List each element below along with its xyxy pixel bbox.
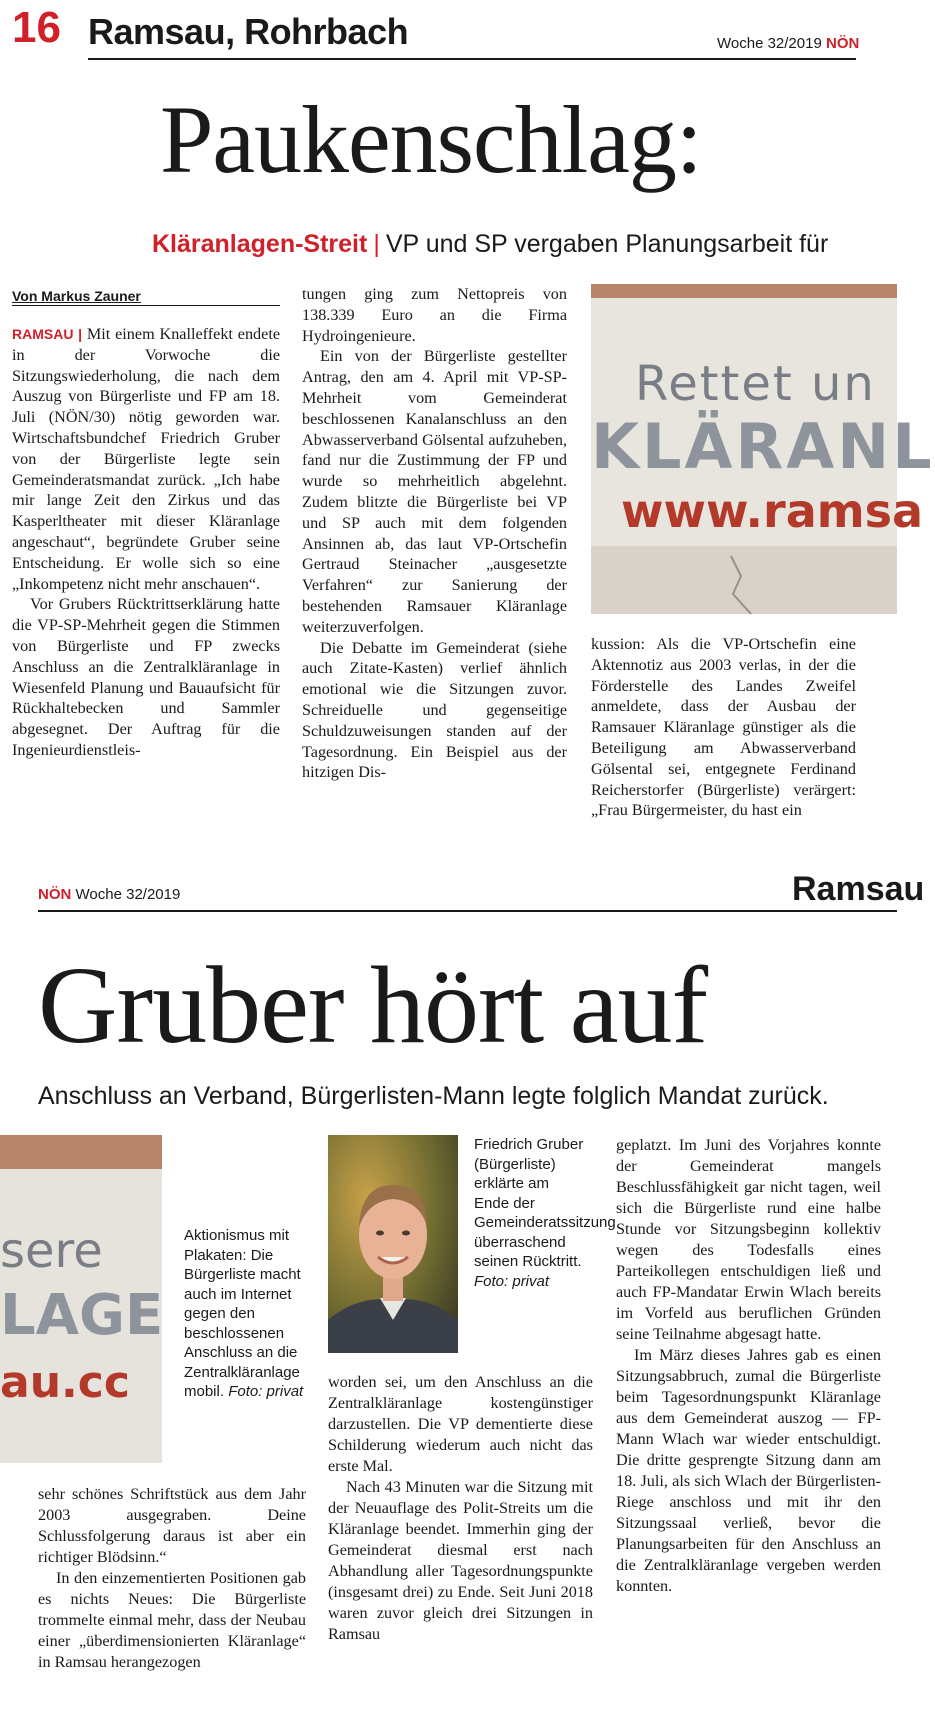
issue-week-2 [38, 886, 180, 903]
dateline: RAMSAU | [12, 326, 83, 342]
subheadline [152, 230, 828, 259]
banner-text-line-2: KLÄRANL [591, 410, 935, 483]
article1-column-3 [591, 634, 856, 821]
kicker: Kläranlagen-Streit [152, 230, 368, 258]
banner-text-line-2: LAGE [0, 1283, 164, 1348]
subheadline-text: VP und SP vergaben Planungsarbeit für [385, 230, 829, 258]
photo-caption-1: Aktionismus mit Plakaten: Die Bürgerliste macht auch im Internet gegen den beschlossenen Anschluss an die Zentralkläranlage mobil. Foto: privat [184, 1227, 304, 1400]
header-rule-2 [38, 910, 897, 912]
photo-caption-2: Friedrich Gruber (Bürgerliste) erklärte am Ende der Gemeinderatssitzung überraschend seinen Rücktritt. Foto: privat [474, 1136, 616, 1290]
paragraph: geplatzt. Im Juni des Vorjahres konnte der Gemeinderat mangels Beschlussfähigkeit gar nicht tagen, weil sich die Bürgerliste rund eine halbe Stunde vor Sitzungsbeginn kollektiv wegen des Todesfalls eines Parteikollegen entschuldigen ließ und auch FP-Mandatar Erwin Wlach bereits im Vorfeld aus beruflichen Gründen seine Teilnahme abgesagt hatte. [616, 1136, 881, 1343]
headline: Paukenschlag: [160, 86, 702, 193]
paragraph: sehr schönes Schriftstück aus dem Jahr 2003 ausgegraben. Deine Schlussfolgerung daraus ist aber ein richtiger Blödsinn.“ [38, 1485, 306, 1566]
photo-credit: Foto: privat [474, 1272, 550, 1290]
wall-crack [591, 546, 897, 614]
header-rule [88, 58, 856, 60]
banner-edge-2 [0, 1135, 162, 1169]
week-label-2: Woche 32/2019 [75, 886, 181, 903]
section-title-2: Ramsau [792, 870, 925, 908]
week-label: Woche 32/2019 [717, 35, 822, 52]
portrait-photo [328, 1135, 458, 1353]
banner-fabric [591, 284, 935, 554]
photo-credit: Foto: privat [228, 1383, 304, 1400]
brand-label-2: NÖN [38, 886, 72, 903]
paragraph: Vor Grubers Rücktrittserklärung hatte die VP-SP-Mehrheit gegen die Stimmen von Bürgerliste und FP zwecks Anschluss an die Zentralkläranlage in Wiesenfeld Planung und Bauaufsicht für Rückhaltebecken und Sammler abgesegnet. Der Auftrag für die Ingenieurdienstleis- [12, 595, 280, 759]
portrait-image [328, 1135, 458, 1353]
paragraph: tungen ging zum Nettopreis von 138.339 Euro an die Firma Hydroingenieure. [302, 285, 567, 345]
page-number: 16 [12, 3, 61, 52]
paragraph: Ein von der Bürgerliste gestellter Antrag, den am 4. April mit VP-SP-Mehrheit vom Gemeinderat beschlossenen Kanalanschluss an den Abwasserverband Gölsental aufzuheben, fand nur die Zustimmung der FP und wurde so mehrheitlich abgelehnt. Zudem blitzte die Bürgerliste bei VP und SP auch mit dem folgenden Ansinnen ab, das laut VP-Ortschefin Gertraud Steinacher „ausgesetzte Verfahren“ zur Sanierung der bestehenden Ramsauer Kläranlage weiterzuverfolgen. [302, 347, 567, 636]
banner-photo-2 [0, 1135, 162, 1463]
byline: Von Markus Zauner [12, 288, 141, 304]
paragraph: kussion: Als die VP-Ortschefin eine Aktennotiz aus 2003 verlas, in der die Förderstelle des Landes Zweifel anmeldete, dass der Ausbau der Ramsauer Kläranlage günstiger als die Beteiligung am Abwasserverband Gölsental sei, entgegnete Ferdinand Reicherstorfer (Bürgerliste) verärgert: „Frau Bürgermeister, du hast ein [591, 635, 856, 820]
brand-label: NÖN [825, 35, 860, 52]
article2-column-3 [616, 1135, 881, 1597]
paragraph: Die Debatte im Gemeinderat (siehe auch Zitate-Kasten) verlief ähnlich emotional wie die Sitzungen zuvor. Schreiduelle und gegenseitige Schuldzuweisungen standen auf der Tagesordnung. Ein Beispiel aus der hitzigen Dis- [302, 638, 567, 782]
paragraph: Nach 43 Minuten war die Sitzung mit der Neuauflage des Polit-Streits um die Kläranlage beendet. Immerhin ging der Gemeinderat diesmal erst nach Abhandlung aller Tagesordnungspunkte (insgesamt drei) zu Ende. Seit Juni 2018 waren zuvor gleich drei Sitzungen in Ramsau [328, 1478, 593, 1643]
article1-column-1 [12, 324, 280, 761]
subheadline-2: Anschluss an Verband, Bürgerlisten-Mann legte folglich Mandat zurück. [38, 1082, 829, 1110]
banner-edge [591, 284, 897, 298]
paragraph: worden sei, um den Anschluss an die Zentralkläranlage kostengünstiger darzustellen. Die VP dementierte diese Schilderung wiederum auch nicht das erste Mal. [328, 1373, 593, 1475]
paragraph: Im März dieses Jahres gab es einen Sitzungsabbruch, zumal die Bürgerliste beim Tagesordnungspunkt Kläranlage aus dem Gemeinderat auszog — FP-Mann Wlach war wieder entschuldigt. Die dritte gesprengte Sitzung dann am 18. Juli, als sich Wlach der Bürgerlisten-Riege anschloss und mit ihr den Sitzungssaal verließ, bevor die Planungsarbeiten für den Anschluss an die Zentralkläranlage vergeben werden konnten. [616, 1346, 881, 1595]
headline-2: Gruber hört auf [38, 944, 708, 1066]
article2-column-2 [328, 1372, 593, 1645]
article1-column-2 [302, 284, 567, 783]
kicker-separator: | [373, 230, 380, 258]
byline-rule [12, 305, 280, 306]
banner-text-line-3: www.ramsa [621, 484, 924, 538]
article2-column-1 [38, 1484, 306, 1673]
section-title: Ramsau, Rohrbach [88, 11, 409, 52]
banner-text-line-1: Rettet un [635, 356, 876, 412]
banner-photo [591, 284, 935, 614]
banner-text-line-1: sere [0, 1223, 103, 1279]
paragraph: RAMSAU | Mit einem Knalleffekt endete in der Vorwoche die Sitzungswiederholung, die nach dem Auszug von Bürgerliste und FP am 18. Juli (NÖN/30) nötig geworden war. Wirtschaftsbundchef Friedrich Gruber von der Bürgerliste legte sein Gemeinderatsmandat zurück. „Ich habe mir lange Zeit den Zirkus und das Kasperltheater mit dieser Kläranlage angeschaut“, begründete Gruber seine Entscheidung. Er wolle sich so eine „Inkompetenz nicht mehr anschauen“. [12, 325, 281, 593]
issue-week [717, 35, 859, 52]
paragraph: In den einzementierten Positionen gab es nichts Neues: Die Bürgerliste trommelte einmal mehr, dass der Neubau einer „überdimensionierten Kläranlage“ in Ramsau herangezogen [38, 1569, 306, 1671]
banner-text-line-3: au.cc [0, 1357, 130, 1408]
